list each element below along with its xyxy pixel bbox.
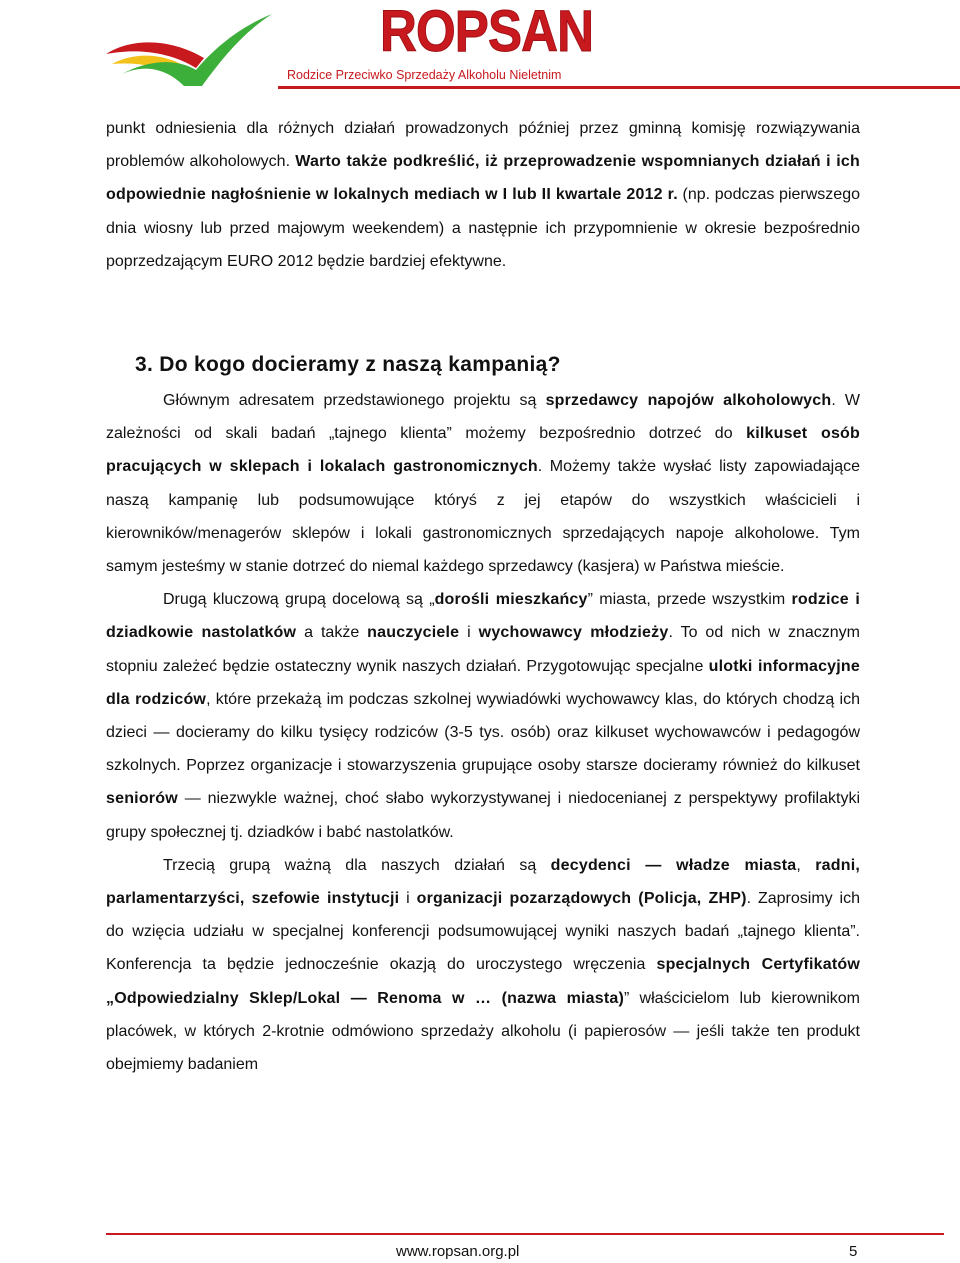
- p4-bold-1: decydenci — władze miasta: [550, 856, 797, 874]
- p2-text-1: Głównym adresatem przedstawionego projektu są: [163, 392, 546, 410]
- p4-bold-2: radni, parlamentarzyści, szefowie instytucji: [106, 856, 861, 908]
- p3-text-1: Drugą kluczową grupą docelową są „: [163, 591, 435, 609]
- p3-bold-5: ulotki informacyjne dla rodziców: [106, 657, 861, 708]
- p3-bold-6: seniorów: [106, 790, 178, 808]
- section-heading: 3. Do kogo docieramy z naszą kampanią?: [135, 353, 561, 377]
- p2-text-3: . Możemy także wysłać listy zapowiadające naszą kampanię lub podsumowujące któryś z jej etapów do wszystkich właścicieli i kierowników/menagerów sklepów i lokali gastronomicznych sprzedających napoje alkoholowe. Tym samym jesteśmy w stanie dotrzeć do niemal każdego sprzedawcy (kasjera) w Państwa mieście.: [106, 458, 861, 576]
- p3-text-3: a także: [296, 624, 368, 642]
- p1-text-2: (np. podczas pierwszego dnia wiosny lub przed majowym weekendem) a następnie ich przypomnienie w okresie bezpośrednio poprzedzającym EURO 2012 będzie bardziej efektywne.: [106, 186, 860, 270]
- p3-text-2: ” miasta, przede wszystkim: [587, 591, 792, 609]
- p2-bold-1: sprzedawcy napojów alkoholowych: [545, 392, 832, 410]
- paragraph-4: [106, 849, 860, 1081]
- p4-text-3: i: [399, 890, 417, 908]
- p3-bold-2: rodzice i dziadkowie nastolatków: [106, 591, 861, 642]
- p3-bold-4: wychowawcy młodzieży: [478, 624, 669, 642]
- paragraph-1: [106, 112, 860, 278]
- main-content: [106, 112, 860, 1081]
- section-spacer: [106, 278, 860, 346]
- p4-text-1: Trzecią grupą ważną dla naszych działań są: [163, 856, 551, 874]
- p4-text-4: . Zaprosimy ich do wzięcia udziału w specjalnej konferencji podsumowującej wyniki naszych badań „tajnego klienta”. Konferencja ta będzie jednocześnie okazją do uroczystego wręczenia: [106, 890, 860, 974]
- p2-text-2: . W zależności od skali badań „tajnego klienta” możemy bezpośrednio dotrzeć do: [106, 392, 861, 443]
- p1-bold-1: Warto także podkreślić, iż przeprowadzenie wspomnianych działań i ich odpowiednie nagłośnienie w lokalnych mediach w I lub II kwartale 2012 r.: [106, 153, 860, 204]
- footer-website-link[interactable]: www.ropsan.org.pl: [396, 1243, 520, 1260]
- p3-text-5: . To od nich w znacznym stopniu zależeć będzie ostateczny wynik naszych działań. Przygotowując specjalne: [106, 624, 861, 675]
- p3-bold-1: dorośli mieszkańcy: [434, 591, 588, 609]
- paragraph-3: [106, 583, 860, 849]
- footer-divider: [106, 1233, 944, 1235]
- p1-text-1: punkt odniesienia dla różnych działań prowadzonych później przez gminną komisję rozwiązywania problemów alkoholowych.: [106, 120, 860, 171]
- p4-bold-4: specjalnych Certyfikatów „Odpowiedzialny Sklep/Lokal — Renoma w … (nazwa miasta): [106, 956, 860, 1007]
- p4-text-5: ” właścicielom lub kierownikom placówek, w których 2-krotnie odmówiono sprzedaży alkoholu (i papierosów — jeśli także ten produkt obejmiemy badaniem: [106, 989, 860, 1074]
- paragraph-2: [106, 384, 860, 583]
- ropsan-check-swoosh-icon: [104, 6, 274, 88]
- p4-text-2: ,: [796, 856, 816, 874]
- header-divider: [278, 86, 960, 89]
- p3-text-4: i: [459, 624, 479, 642]
- p3-bold-3: nauczyciele: [367, 624, 460, 642]
- p3-text-7: — niezwykle ważnej, choć słabo wykorzystywanej i niedocenianej z perspektywy profilaktyki grupy społecznej tj. dziadków i babć nastolatków.: [106, 790, 860, 841]
- brand-tagline: Rodzice Przeciwko Sprzedaży Alkoholu Nieletnim: [287, 68, 562, 82]
- brand-wordmark: ROPSAN: [380, 0, 594, 64]
- p3-text-6: , które przekażą im podczas szkolnej wywiadówki wychowawcy klas, do których chodzą ich dzieci — docieramy do kilku tysięcy rodziców (3-5 tys. osób) oraz kilkuset wychowawców i pedagogów szkolnych. Poprzez organizacje i stowarzyszenia grupujące osoby starsze docieramy również do kilkuset: [106, 690, 860, 775]
- p2-bold-2: kilkuset osób pracujących w sklepach i lokalach gastronomicznych: [106, 425, 861, 476]
- page-number: 5: [849, 1243, 858, 1260]
- p4-bold-3: organizacji pozarządowych (Policja, ZHP): [416, 890, 747, 908]
- page-header: [104, 0, 960, 102]
